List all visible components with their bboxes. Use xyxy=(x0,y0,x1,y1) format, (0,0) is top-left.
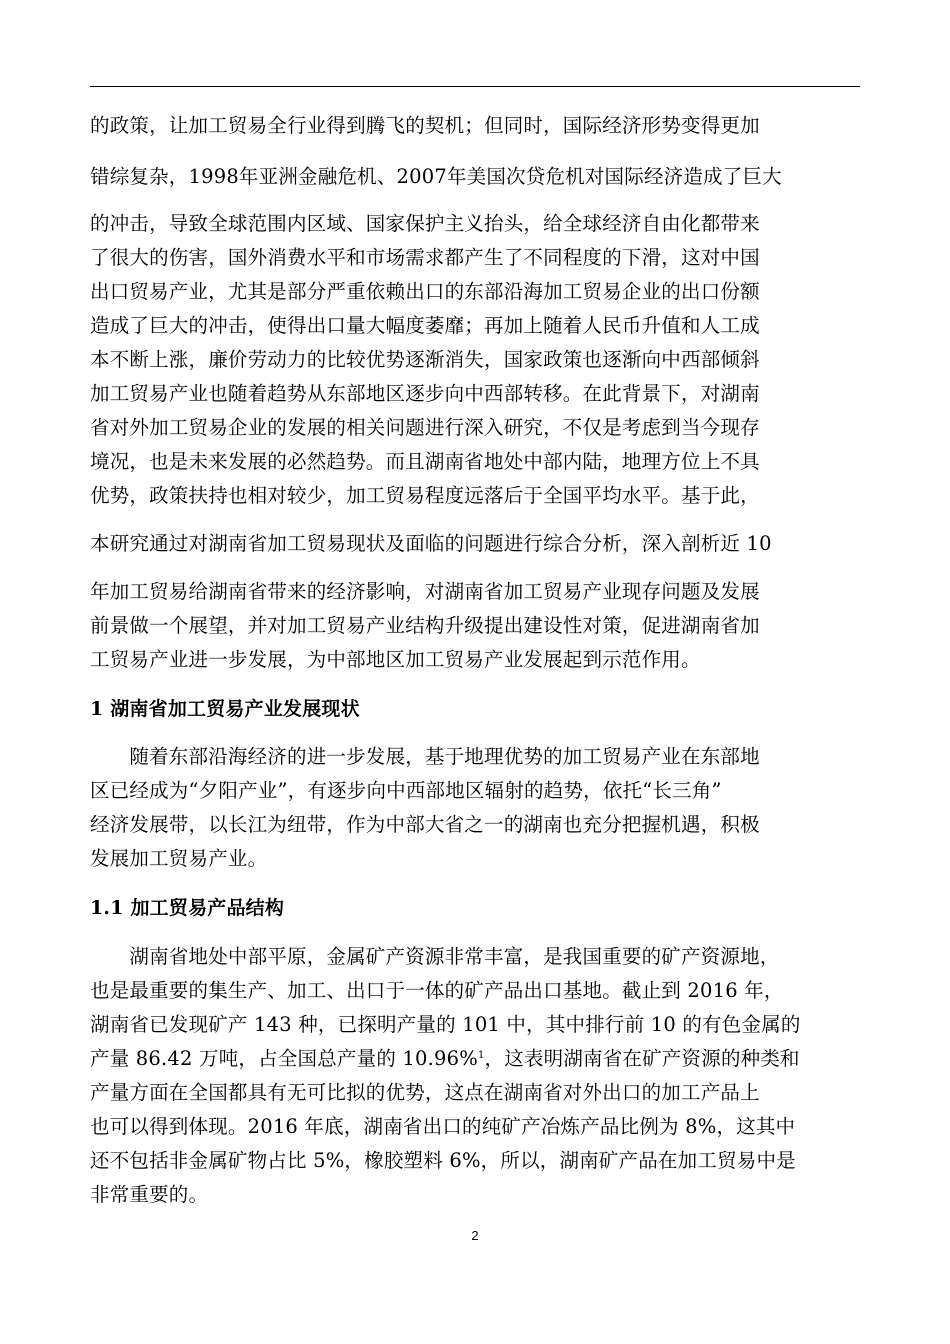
section-heading-1-1: 1.1 加工贸易产品结构 xyxy=(90,897,285,919)
text-segment: ，这表明湖南省在矿产资源的种类和 xyxy=(484,1047,800,1070)
footnote-reference[interactable]: 1 xyxy=(477,1050,485,1061)
text-line: 还不包括非金属矿物占比 5%，橡胶塑料 6%，所以，湖南矿产品在加工贸易中是 xyxy=(90,1149,796,1172)
text-line: 也是最重要的集生产、加工、出口于一体的矿产品出口基地。截止到 2016 年， xyxy=(90,979,784,1002)
text-line: 本不断上涨，廉价劳动力的比较优势逐渐消失，国家政策也逐渐向中西部倾斜 xyxy=(90,348,760,371)
text-line: 随着东部沿海经济的进一步发展，基于地理优势的加工贸易产业在东部地 xyxy=(90,745,760,768)
text-line: 了很大的伤害，国外消费水平和市场需求都产生了不同程度的下滑，这对中国 xyxy=(90,246,760,269)
text-line: 工贸易产业进一步发展，为中部地区加工贸易产业发展起到示范作用。 xyxy=(90,648,701,671)
text-line: 造成了巨大的冲击，使得出口量大幅度萎靡；再加上随着人民币升值和人工成 xyxy=(90,314,760,337)
text-line: 前景做一个展望，并对加工贸易产业结构升级提出建设性对策，促进湖南省加 xyxy=(90,614,760,637)
text-line: 错综复杂，1998年亚洲金融危机、2007年美国次贷危机对国际经济造成了巨大 xyxy=(90,165,782,188)
text-line xyxy=(90,1045,865,1073)
text-line: 年加工贸易给湖南省带来的经济影响，对湖南省加工贸易产业现存问题及发展 xyxy=(90,580,760,603)
text-line: 出口贸易产业，尤其是部分严重依赖出口的东部沿海加工贸易企业的出口份额 xyxy=(90,280,760,303)
page-number: 2 xyxy=(471,1228,479,1243)
text-line: 的冲击，导致全球范围内区域、国家保护主义抬头，给全球经济自由化都带来 xyxy=(90,212,760,235)
text-line: 优势，政策扶持也相对较少，加工贸易程度远落后于全国平均水平。基于此， xyxy=(90,484,760,507)
text-line: 非常重要的。 xyxy=(90,1183,209,1206)
text-line: 发展加工贸易产业。 xyxy=(90,847,268,870)
text-line: 湖南省已发现矿产 143 种，已探明产量的 101 中，其中排行前 10 的有色金属的 xyxy=(90,1013,801,1036)
text-line: 产量方面在全国都具有无可比拟的优势，这点在湖南省对外出口的加工产品上 xyxy=(90,1081,760,1104)
section-heading-1: 1 湖南省加工贸易产业发展现状 xyxy=(90,698,360,720)
text-line: 的政策，让加工贸易全行业得到腾飞的契机；但同时，国际经济形势变得更加 xyxy=(90,114,760,137)
text-line: 本研究通过对湖南省加工贸易现状及面临的问题进行综合分析，深入剖析近 10 xyxy=(90,532,772,555)
text-line: 省对外加工贸易企业的发展的相关问题进行深入研究，不仅是考虑到当今现存 xyxy=(90,416,760,439)
text-line: 加工贸易产业也随着趋势从东部地区逐步向中西部转移。在此背景下，对湖南 xyxy=(90,382,760,405)
text-line: 经济发展带，以长江为纽带，作为中部大省之一的湖南也充分把握机遇，积极 xyxy=(90,813,760,836)
text-line: 境况，也是未来发展的必然趋势。而且湖南省地处中部内陆，地理方位上不具 xyxy=(90,450,760,473)
text-line: 区已经成为“夕阳产业”，有逐步向中西部地区辐射的趋势，依托“长三角” xyxy=(90,779,722,802)
text-line: 也可以得到体现。2016 年底，湖南省出口的纯矿产冶炼产品比例为 8%，这其中 xyxy=(90,1115,796,1138)
text-line: 湖南省地处中部平原，金属矿产资源非常丰富，是我国重要的矿产资源地， xyxy=(90,945,780,968)
text-segment: 产量 86.42 万吨，占全国总产量的 10.96% xyxy=(90,1047,478,1070)
header-rule xyxy=(90,86,860,87)
